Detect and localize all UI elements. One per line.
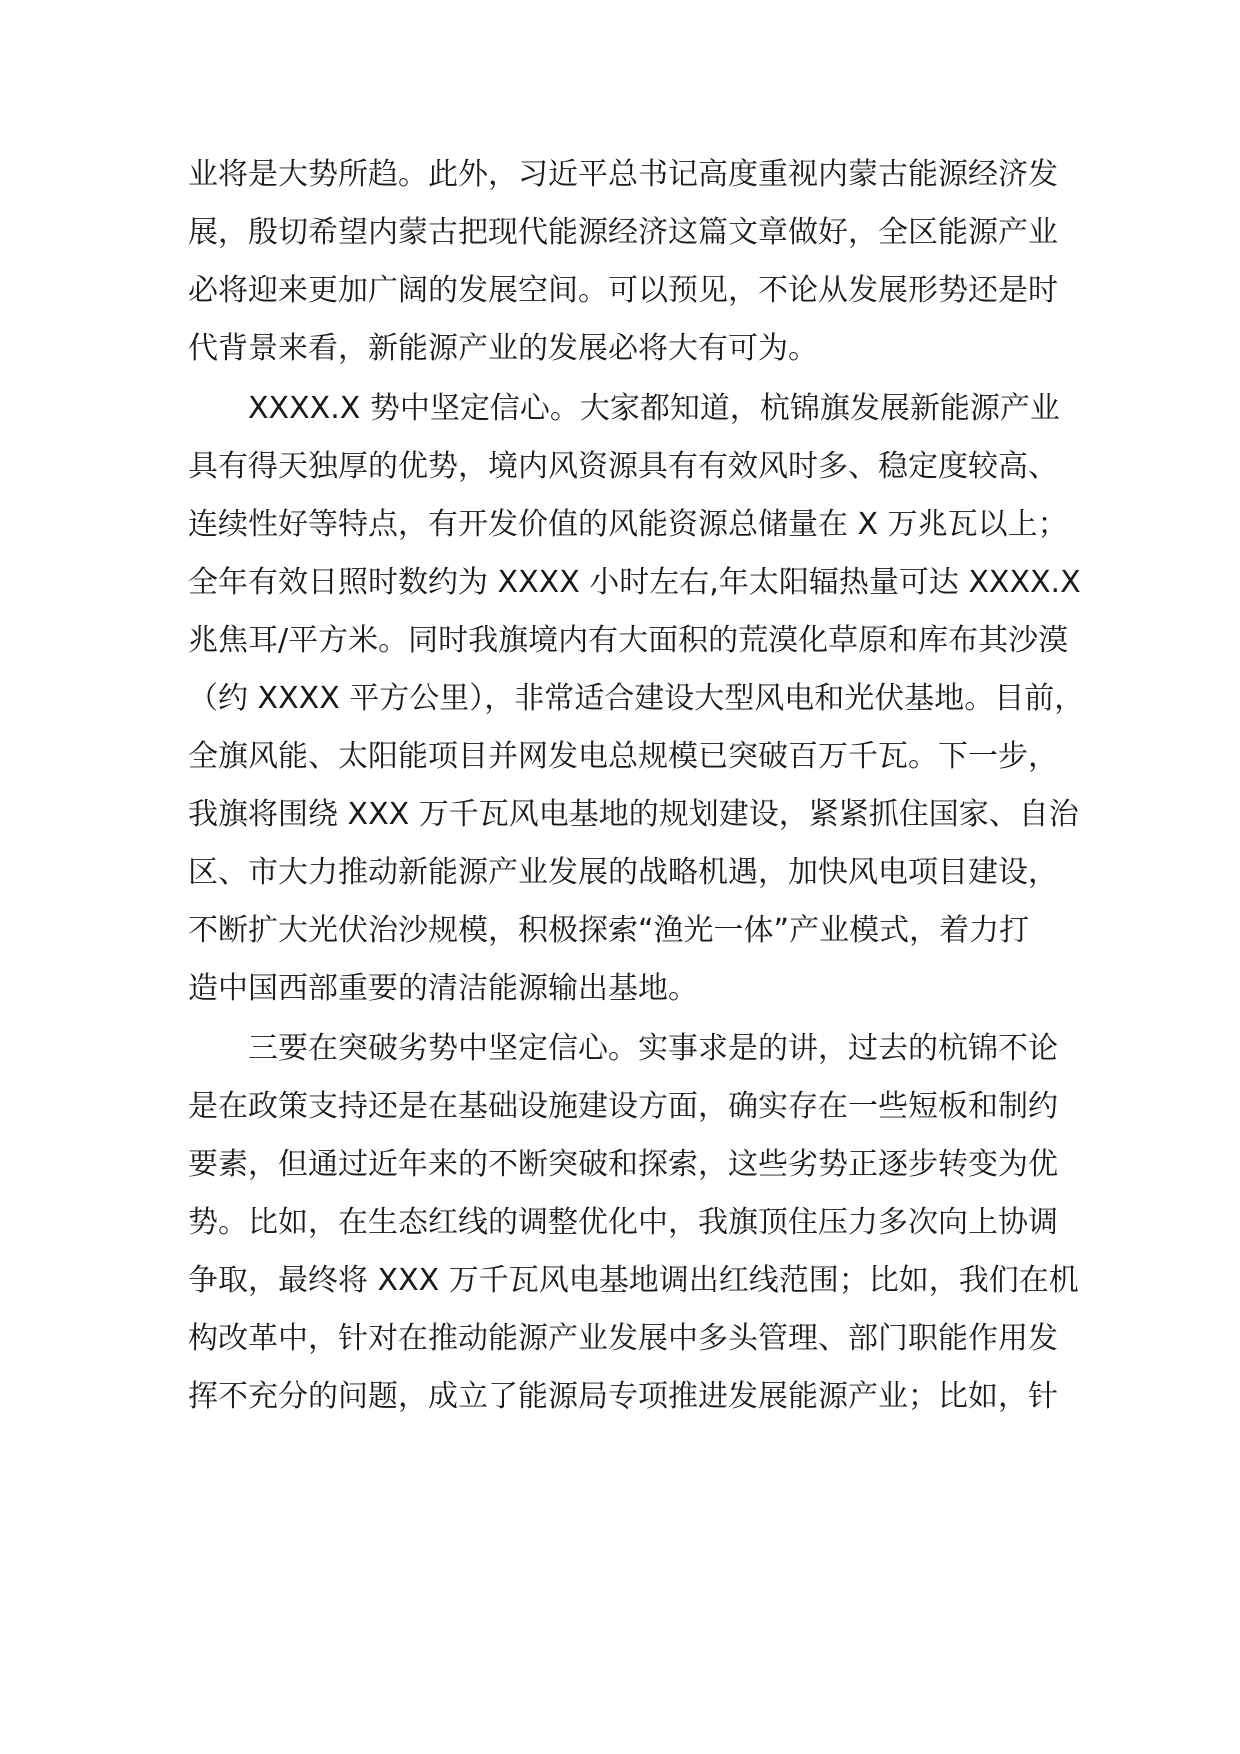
text-line: 是在政策支持还是在基础设施建设方面，确实存在一些短板和制约 bbox=[188, 1089, 1058, 1124]
text-line: （约 XXXX 平方公里），非常适合建设大型风电和光伏基地。目前， bbox=[188, 681, 1085, 716]
text-line: 业将是大势所趋。此外，习近平总书记高度重视内蒙古能源经济发 bbox=[188, 157, 1058, 192]
text-line: 争取，最终将 XXX 万千瓦风电基地调出红线范围；比如，我们在机 bbox=[188, 1263, 1079, 1298]
text-line: 势。比如，在生态红线的调整优化中，我旗顶住压力多次向上协调 bbox=[188, 1205, 1058, 1240]
text-line: 展，殷切希望内蒙古把现代能源经济这篇文章做好，全区能源产业 bbox=[188, 215, 1058, 250]
text-line: 兆焦耳/平方米。同时我旗境内有大面积的荒漠化草原和库布其沙漠 bbox=[188, 623, 1069, 658]
text-line: 挥不充分的问题，成立了能源局专项推进发展能源产业；比如，针 bbox=[188, 1379, 1058, 1414]
text-line: 代背景来看，新能源产业的发展必将大有可为。 bbox=[188, 331, 818, 366]
text-line: 区、市大力推动新能源产业发展的战略机遇，加快风电项目建设， bbox=[188, 855, 1058, 890]
text-line: 造中国西部重要的清洁能源输出基地。 bbox=[188, 971, 698, 1006]
text-line: 必将迎来更加广阔的发展空间。可以预见，不论从发展形势还是时 bbox=[188, 273, 1058, 308]
paragraph-first-line: 三要在突破劣势中坚定信心。实事求是的讲，过去的杭锦不论 bbox=[248, 1031, 1058, 1066]
text-line: 连续性好等特点，有开发价值的风能资源总储量在 X 万兆瓦以上； bbox=[188, 507, 1068, 542]
text-line: 不断扩大光伏治沙规模，积极探索“渔光一体”产业模式，着力打 bbox=[188, 913, 1030, 948]
paragraph-first-line: XXXX.X 势中坚定信心。大家都知道，杭锦旗发展新能源产业 bbox=[248, 391, 1060, 426]
text-line: 全旗风能、太阳能项目并网发电总规模已突破百万千瓦。下一步， bbox=[188, 739, 1058, 774]
text-line: 要素，但通过近年来的不断突破和探索，这些劣势正逐步转变为优 bbox=[188, 1147, 1058, 1182]
text-line: 构改革中，针对在推动能源产业发展中多头管理、部门职能作用发 bbox=[188, 1321, 1058, 1356]
text-line: 全年有效日照时数约为 XXXX 小时左右,年太阳辐热量可达 XXXX.X bbox=[188, 565, 1081, 600]
text-line: 具有得天独厚的优势，境内风资源具有有效风时多、稳定度较高、 bbox=[188, 449, 1058, 484]
text-line: 我旗将围绕 XXX 万千瓦风电基地的规划建设，紧紧抓住国家、自治 bbox=[188, 797, 1079, 832]
